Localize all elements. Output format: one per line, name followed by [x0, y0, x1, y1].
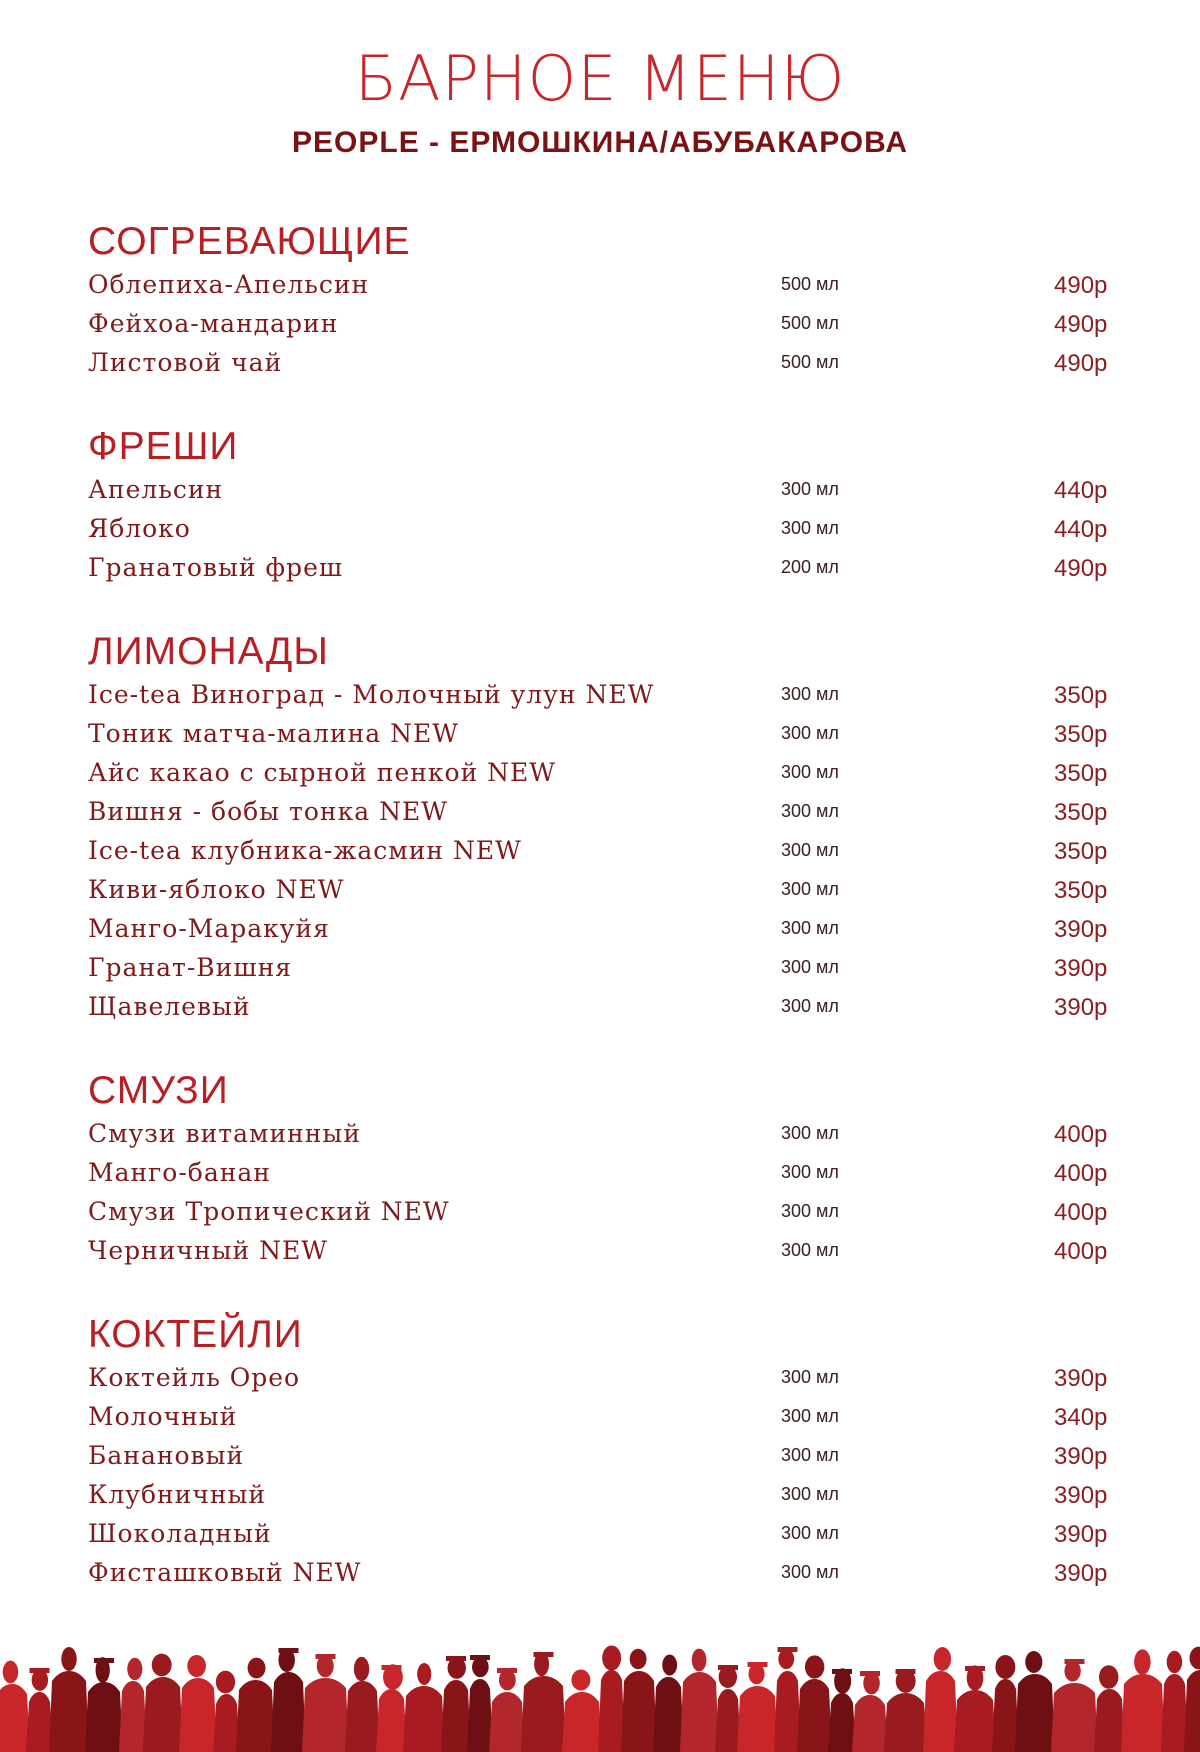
menu-item	[88, 344, 1128, 383]
item-volume: 300 мл	[781, 918, 839, 938]
figure-hat	[446, 1656, 466, 1661]
item-volume: 300 мл	[781, 1367, 839, 1387]
figure-body	[0, 1684, 30, 1752]
section-cocktails	[88, 1315, 1128, 1593]
figure-body	[852, 1695, 888, 1752]
item-name: Ice-tea клубника-жасмин NEW	[88, 836, 522, 865]
figure-body	[441, 1680, 471, 1752]
figure-body	[1051, 1683, 1098, 1752]
item-price: 350р	[1054, 682, 1108, 709]
figure-body	[680, 1672, 719, 1752]
figure-body	[774, 1671, 801, 1752]
figure-head	[934, 1647, 951, 1671]
figure-body	[236, 1680, 275, 1752]
figure-body	[49, 1671, 89, 1752]
menu-item	[88, 715, 1128, 754]
figure-hat	[965, 1666, 985, 1671]
figure-body	[302, 1678, 349, 1752]
item-price: 390р	[1054, 916, 1108, 943]
item-price: 350р	[1054, 799, 1108, 826]
item-volume: 300 мл	[781, 957, 839, 977]
item-price: 400р	[1054, 1121, 1108, 1148]
item-price: 490р	[1054, 311, 1108, 338]
figure-head	[995, 1655, 1015, 1679]
figure-head	[805, 1655, 824, 1678]
figure-body	[521, 1676, 566, 1752]
section-title: ЛИМОНАДЫ	[88, 630, 329, 673]
figure-head	[602, 1645, 621, 1670]
figure-body	[992, 1679, 1019, 1752]
figure-head	[248, 1658, 266, 1679]
item-volume: 300 мл	[781, 1484, 839, 1504]
menu-item	[88, 1359, 1128, 1398]
figure-body	[1094, 1689, 1125, 1752]
item-price: 400р	[1054, 1238, 1108, 1265]
figure-head	[417, 1663, 431, 1685]
item-volume: 300 мл	[781, 518, 839, 538]
menu-item	[88, 305, 1128, 344]
figure-body	[797, 1679, 832, 1752]
item-name: Черничный NEW	[88, 1236, 328, 1265]
figure-hat	[778, 1647, 798, 1652]
figure-body	[213, 1694, 240, 1752]
item-price: 340р	[1054, 1404, 1108, 1431]
item-price: 350р	[1054, 721, 1108, 748]
item-volume: 300 мл	[781, 762, 839, 782]
figure-head	[662, 1655, 677, 1676]
figure-head	[571, 1669, 590, 1690]
figure-body	[715, 1689, 741, 1752]
figure-head	[216, 1671, 235, 1694]
figure-body	[621, 1671, 657, 1752]
item-volume: 300 мл	[781, 1523, 839, 1543]
figure-hat	[896, 1669, 916, 1674]
figure-hat	[1065, 1659, 1085, 1664]
item-name: Щавелевый	[88, 992, 251, 1021]
item-name: Молочный	[88, 1402, 238, 1431]
section-warming	[88, 222, 1128, 383]
item-name: Смузи Тропический NEW	[88, 1197, 450, 1226]
item-volume: 300 мл	[781, 801, 839, 821]
figure-hat	[718, 1665, 738, 1670]
figure-hat	[534, 1652, 554, 1657]
item-volume: 500 мл	[781, 352, 839, 372]
menu-item	[88, 1398, 1128, 1437]
figure-body	[85, 1682, 123, 1752]
item-volume: 300 мл	[781, 723, 839, 743]
figure-head	[1190, 1647, 1200, 1670]
item-volume: 300 мл	[781, 1240, 839, 1260]
figure-hat	[382, 1665, 402, 1670]
menu-item	[88, 793, 1128, 832]
item-name: Гранат-Вишня	[88, 953, 293, 982]
menu-item	[88, 1232, 1128, 1271]
figure-body	[143, 1677, 183, 1752]
item-price: 390р	[1054, 994, 1108, 1021]
figure-body	[179, 1678, 217, 1752]
item-name: Апельсин	[88, 475, 224, 504]
item-price: 390р	[1054, 1365, 1108, 1392]
section-smoothies	[88, 1071, 1128, 1271]
figure-head	[3, 1661, 18, 1684]
item-name: Листовой чай	[88, 348, 283, 377]
item-price: 490р	[1054, 555, 1108, 582]
item-name: Манго-Маракуйя	[88, 914, 330, 943]
item-name: Вишня - бобы тонка NEW	[88, 797, 448, 826]
figure-body	[1015, 1674, 1055, 1752]
figure-head	[1099, 1665, 1118, 1689]
item-volume: 300 мл	[781, 996, 839, 1016]
figure-head	[152, 1654, 172, 1677]
figure-body	[489, 1692, 525, 1752]
item-price: 390р	[1054, 1560, 1108, 1587]
item-price: 350р	[1054, 877, 1108, 904]
figure-hat	[832, 1669, 852, 1674]
section-title: КОКТЕЙЛИ	[88, 1313, 303, 1356]
figure-body	[737, 1686, 778, 1752]
figure-hat	[860, 1671, 880, 1676]
item-price: 390р	[1054, 1521, 1108, 1548]
item-volume: 300 мл	[781, 479, 839, 499]
item-volume: 300 мл	[781, 1162, 839, 1182]
item-name: Айс какао с сырной пенкой NEW	[88, 758, 557, 787]
item-name: Смузи витаминный	[88, 1119, 361, 1148]
item-price: 390р	[1054, 1443, 1108, 1470]
menu-item	[88, 1554, 1128, 1593]
item-name: Тоник матча-малина NEW	[88, 719, 459, 748]
item-volume: 300 мл	[781, 840, 839, 860]
menu-item	[88, 510, 1128, 549]
figure-head	[1134, 1649, 1151, 1674]
figure-head	[61, 1647, 76, 1671]
menu-item	[88, 1115, 1128, 1154]
figure-hat	[497, 1668, 517, 1673]
figure-head	[1167, 1651, 1183, 1673]
item-name: Манго-банан	[88, 1158, 271, 1187]
figure-body	[376, 1689, 407, 1752]
figure-body	[271, 1672, 306, 1752]
figure-hat	[279, 1648, 299, 1653]
figure-head	[630, 1649, 647, 1669]
item-price: 390р	[1054, 1482, 1108, 1509]
figure-body	[653, 1677, 684, 1752]
item-price: 490р	[1054, 350, 1108, 377]
item-volume: 200 мл	[781, 557, 839, 577]
menu-item	[88, 1437, 1128, 1476]
item-volume: 300 мл	[781, 879, 839, 899]
item-volume: 300 мл	[781, 1445, 839, 1465]
figure-head	[187, 1655, 206, 1677]
figure-hat	[748, 1662, 768, 1667]
menu-item	[88, 910, 1128, 949]
figure-hat	[470, 1655, 490, 1660]
menu-item	[88, 471, 1128, 510]
figure-body	[403, 1686, 445, 1752]
item-name: Гранатовый фреш	[88, 553, 344, 582]
item-price: 440р	[1054, 516, 1108, 543]
section-fresh	[88, 427, 1128, 588]
figure-head	[354, 1657, 369, 1681]
figure-body	[1161, 1674, 1188, 1752]
item-price: 400р	[1054, 1160, 1108, 1187]
item-volume: 300 мл	[781, 1406, 839, 1426]
figure-body	[1121, 1674, 1165, 1752]
item-price: 350р	[1054, 760, 1108, 787]
figure-head	[1025, 1651, 1042, 1673]
item-price: 440р	[1054, 477, 1108, 504]
menu-title: БАРНОЕ МЕНЮ	[354, 42, 846, 115]
item-volume: 300 мл	[781, 684, 839, 704]
section-title: СОГРЕВАЮЩИЕ	[88, 220, 411, 263]
figure-body	[598, 1670, 625, 1752]
menu-item	[88, 1154, 1128, 1193]
figure-head	[692, 1649, 707, 1672]
figure-body	[923, 1671, 958, 1752]
menu-item	[88, 949, 1128, 988]
menu-item	[88, 549, 1128, 588]
item-price: 350р	[1054, 838, 1108, 865]
section-lemonades	[88, 632, 1128, 1027]
menu-item	[88, 871, 1128, 910]
item-name: Коктейль Орео	[88, 1363, 301, 1392]
item-volume: 500 мл	[781, 313, 839, 333]
item-name: Яблоко	[88, 514, 191, 543]
figure-body	[119, 1681, 147, 1752]
item-name: Фисташковый NEW	[88, 1558, 362, 1587]
item-price: 490р	[1054, 272, 1108, 299]
item-volume: 300 мл	[781, 1123, 839, 1143]
figure-body	[345, 1681, 380, 1752]
menu-item	[88, 1476, 1128, 1515]
section-title: СМУЗИ	[88, 1069, 229, 1112]
figure-hat	[94, 1658, 114, 1663]
figure-body	[26, 1692, 53, 1752]
menu-item	[88, 754, 1128, 793]
item-volume: 300 мл	[781, 1201, 839, 1221]
figure-hat	[316, 1654, 336, 1659]
item-name: Шоколадный	[88, 1519, 272, 1548]
figure-body	[562, 1692, 602, 1752]
item-volume: 300 мл	[781, 1562, 839, 1582]
figure-body	[1184, 1670, 1200, 1752]
figure-body	[828, 1693, 856, 1752]
menu-subtitle: PEOPLE - ЕРМОШКИНА/АБУБАКАРОВА	[292, 126, 908, 159]
menu-item	[88, 988, 1128, 1027]
item-name: Киви-яблоко NEW	[88, 875, 345, 904]
menu-item	[88, 1515, 1128, 1554]
figure-body	[467, 1679, 493, 1752]
menu-item	[88, 1193, 1128, 1232]
figure-hat	[30, 1668, 50, 1673]
item-volume: 500 мл	[781, 274, 839, 294]
section-title: ФРЕШИ	[88, 425, 239, 468]
menu-item	[88, 832, 1128, 871]
item-name: Банановый	[88, 1441, 245, 1470]
item-name: Фейхоа-мандарин	[88, 309, 339, 338]
people-silhouette-decoration	[0, 1640, 1200, 1752]
menu-item	[88, 266, 1128, 305]
menu-item	[88, 676, 1128, 715]
item-price: 390р	[1054, 955, 1108, 982]
item-name: Клубничный	[88, 1480, 267, 1509]
figure-body	[954, 1690, 996, 1752]
figure-head	[127, 1658, 142, 1681]
item-price: 400р	[1054, 1199, 1108, 1226]
figure-body	[884, 1693, 927, 1752]
item-name: Ice-tea Виноград - Молочный улун NEW	[88, 680, 655, 709]
item-name: Облепиха-Апельсин	[88, 270, 370, 299]
